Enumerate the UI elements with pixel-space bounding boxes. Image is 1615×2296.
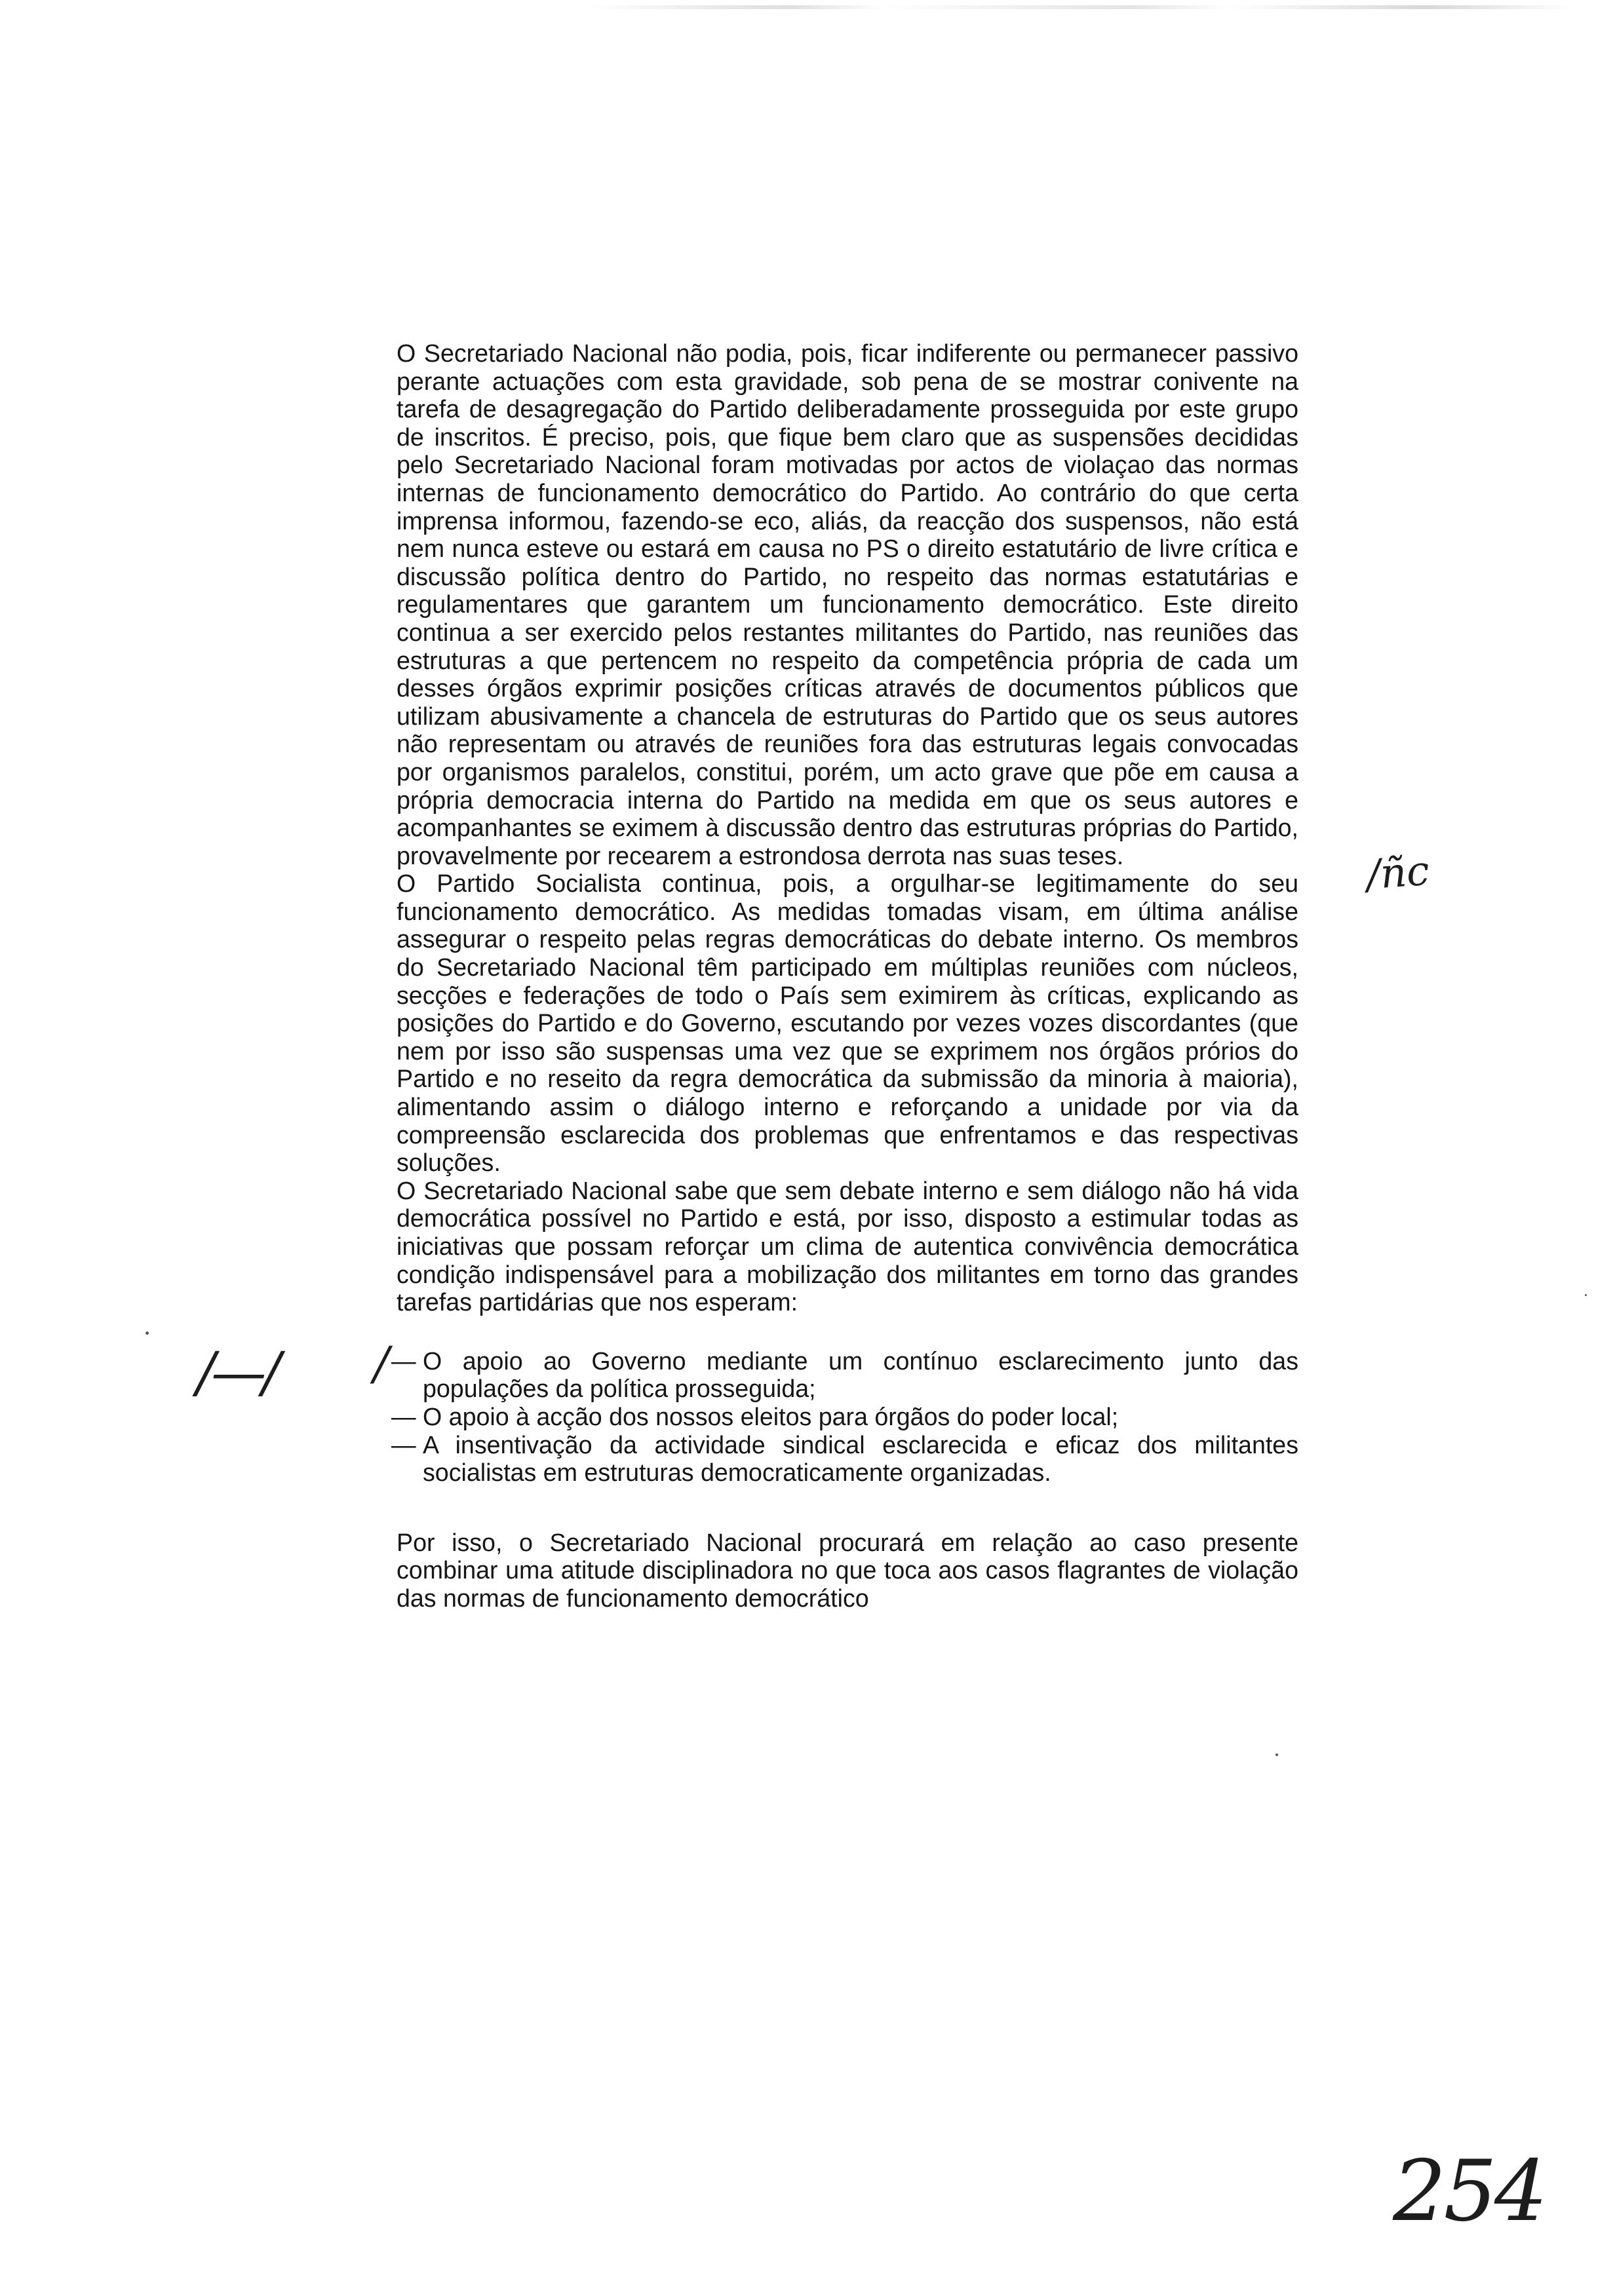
paragraph-3: O Secretariado Nacional sabe que sem debate interno e sem diálogo não há vida democrática possível no Partido e está, por isso, disposto a estimular todas as iniciativas que possam reforçar um clima de autentica convivência democrática condição indispensável para a mobilização dos militantes em torno das grandes tarefas partidárias que nos esperam:: [397, 1176, 1298, 1316]
margin-slash-mark: /: [374, 1337, 389, 1390]
list-item: [391, 1403, 1298, 1431]
scan-speck: [146, 1331, 149, 1335]
paragraph-2: O Partido Socialista continua, pois, a orgulhar-se legitimamente do seu funcionamento democrático. As medidas tomadas visam, em última análise assegurar o respeito pelas regras democráticas do debate interno. Os membros do Secretariado Nacional têm participado em múltiplas reuniões com núcleos, secções e federações de todo o País sem eximirem às críticas, explicando as posições do Partido e do Governo, escutando por vezes vozes discordantes (que nem por isso são suspensas uma vez que se exprimem nos órgãos prórios do Partido e no reseito da regra democrática da submissão da minoria à maioria), alimentando assim o diálogo interno e reforçando a unidade por via da compreensão esclarecida dos problemas que enfrentamos e das respectivas soluções.: [397, 870, 1298, 1177]
paragraph-1: O Secretariado Nacional não podia, pois, ficar indiferente ou permanecer passivo perante actuações com esta gravidade, sob pena de se mostrar conivente na tarefa de desagregação do Partido deliberadamente prosseguida por este grupo de inscritos. É preciso, pois, que fique bem claro que as suspensões decididas pelo Secretariado Nacional foram motivadas por actos de violaçao das normas internas de funcionamento democrático do Partido. Ao contrário do que certa imprensa informou, fazendo-se eco, aliás, da reacção dos suspensos, não está nem nunca esteve ou estará em causa no PS o direito estatutário de livre crítica e discussão política dentro do Partido, no respeito das normas estatutárias e regulamentares que garantem um funcionamento democrático. Este direito continua a ser exercido pelos restantes militantes do Partido, nas reuniões das estruturas a que pertencem no respeito da competência própria de cada um desses órgãos exprimir posições críticas através de documentos públicos que utilizam abusivamente a chancela de estruturas do Partido que os seus autores não representam ou através de reuniões fora das estruturas legais convocadas por organismos paralelos, constitui, porém, um acto grave que põe em causa a própria democracia interna do Partido na medida em que os seus autores e acompanhantes se eximem à discussão dentro das estruturas próprias do Partido, provavelmente por recearem a estrondosa derrota nas suas teses.: [397, 339, 1298, 870]
document-body: [391, 339, 1298, 1613]
handwritten-page-number: 254: [1393, 2143, 1546, 2240]
list-item: [391, 1347, 1298, 1403]
bullet-list: [391, 1347, 1298, 1487]
scan-edge-artifact: [590, 5, 1573, 9]
list-item-text: O apoio ao Governo mediante um contínuo esclarecimento junto das populações da política prosseguida;: [423, 1347, 1298, 1403]
list-item: [391, 1431, 1298, 1487]
bullet-marker: —: [391, 1402, 416, 1430]
bullet-marker: —: [391, 1430, 416, 1459]
list-item-text: A insentivação da actividade sindical esclarecida e eficaz dos militantes socialistas em estruturas democraticamente organizadas.: [423, 1430, 1298, 1487]
list-item-text: O apoio à acção dos nossos eleitos para órgãos do poder local;: [423, 1402, 1119, 1430]
scan-speck: [1275, 1753, 1278, 1756]
bullet-marker: —: [391, 1347, 416, 1375]
margin-annotation-left: /—/: [197, 1340, 277, 1404]
closing-paragraph: Por isso, o Secretariado Nacional procurará em relação ao caso presente combinar uma atitude disciplinadora no que toca aos casos flagrantes de violação das normas de funcionamento democrático: [397, 1528, 1298, 1612]
scan-speck: [1585, 1294, 1587, 1296]
margin-annotation-right: /ñc: [1365, 846, 1431, 899]
